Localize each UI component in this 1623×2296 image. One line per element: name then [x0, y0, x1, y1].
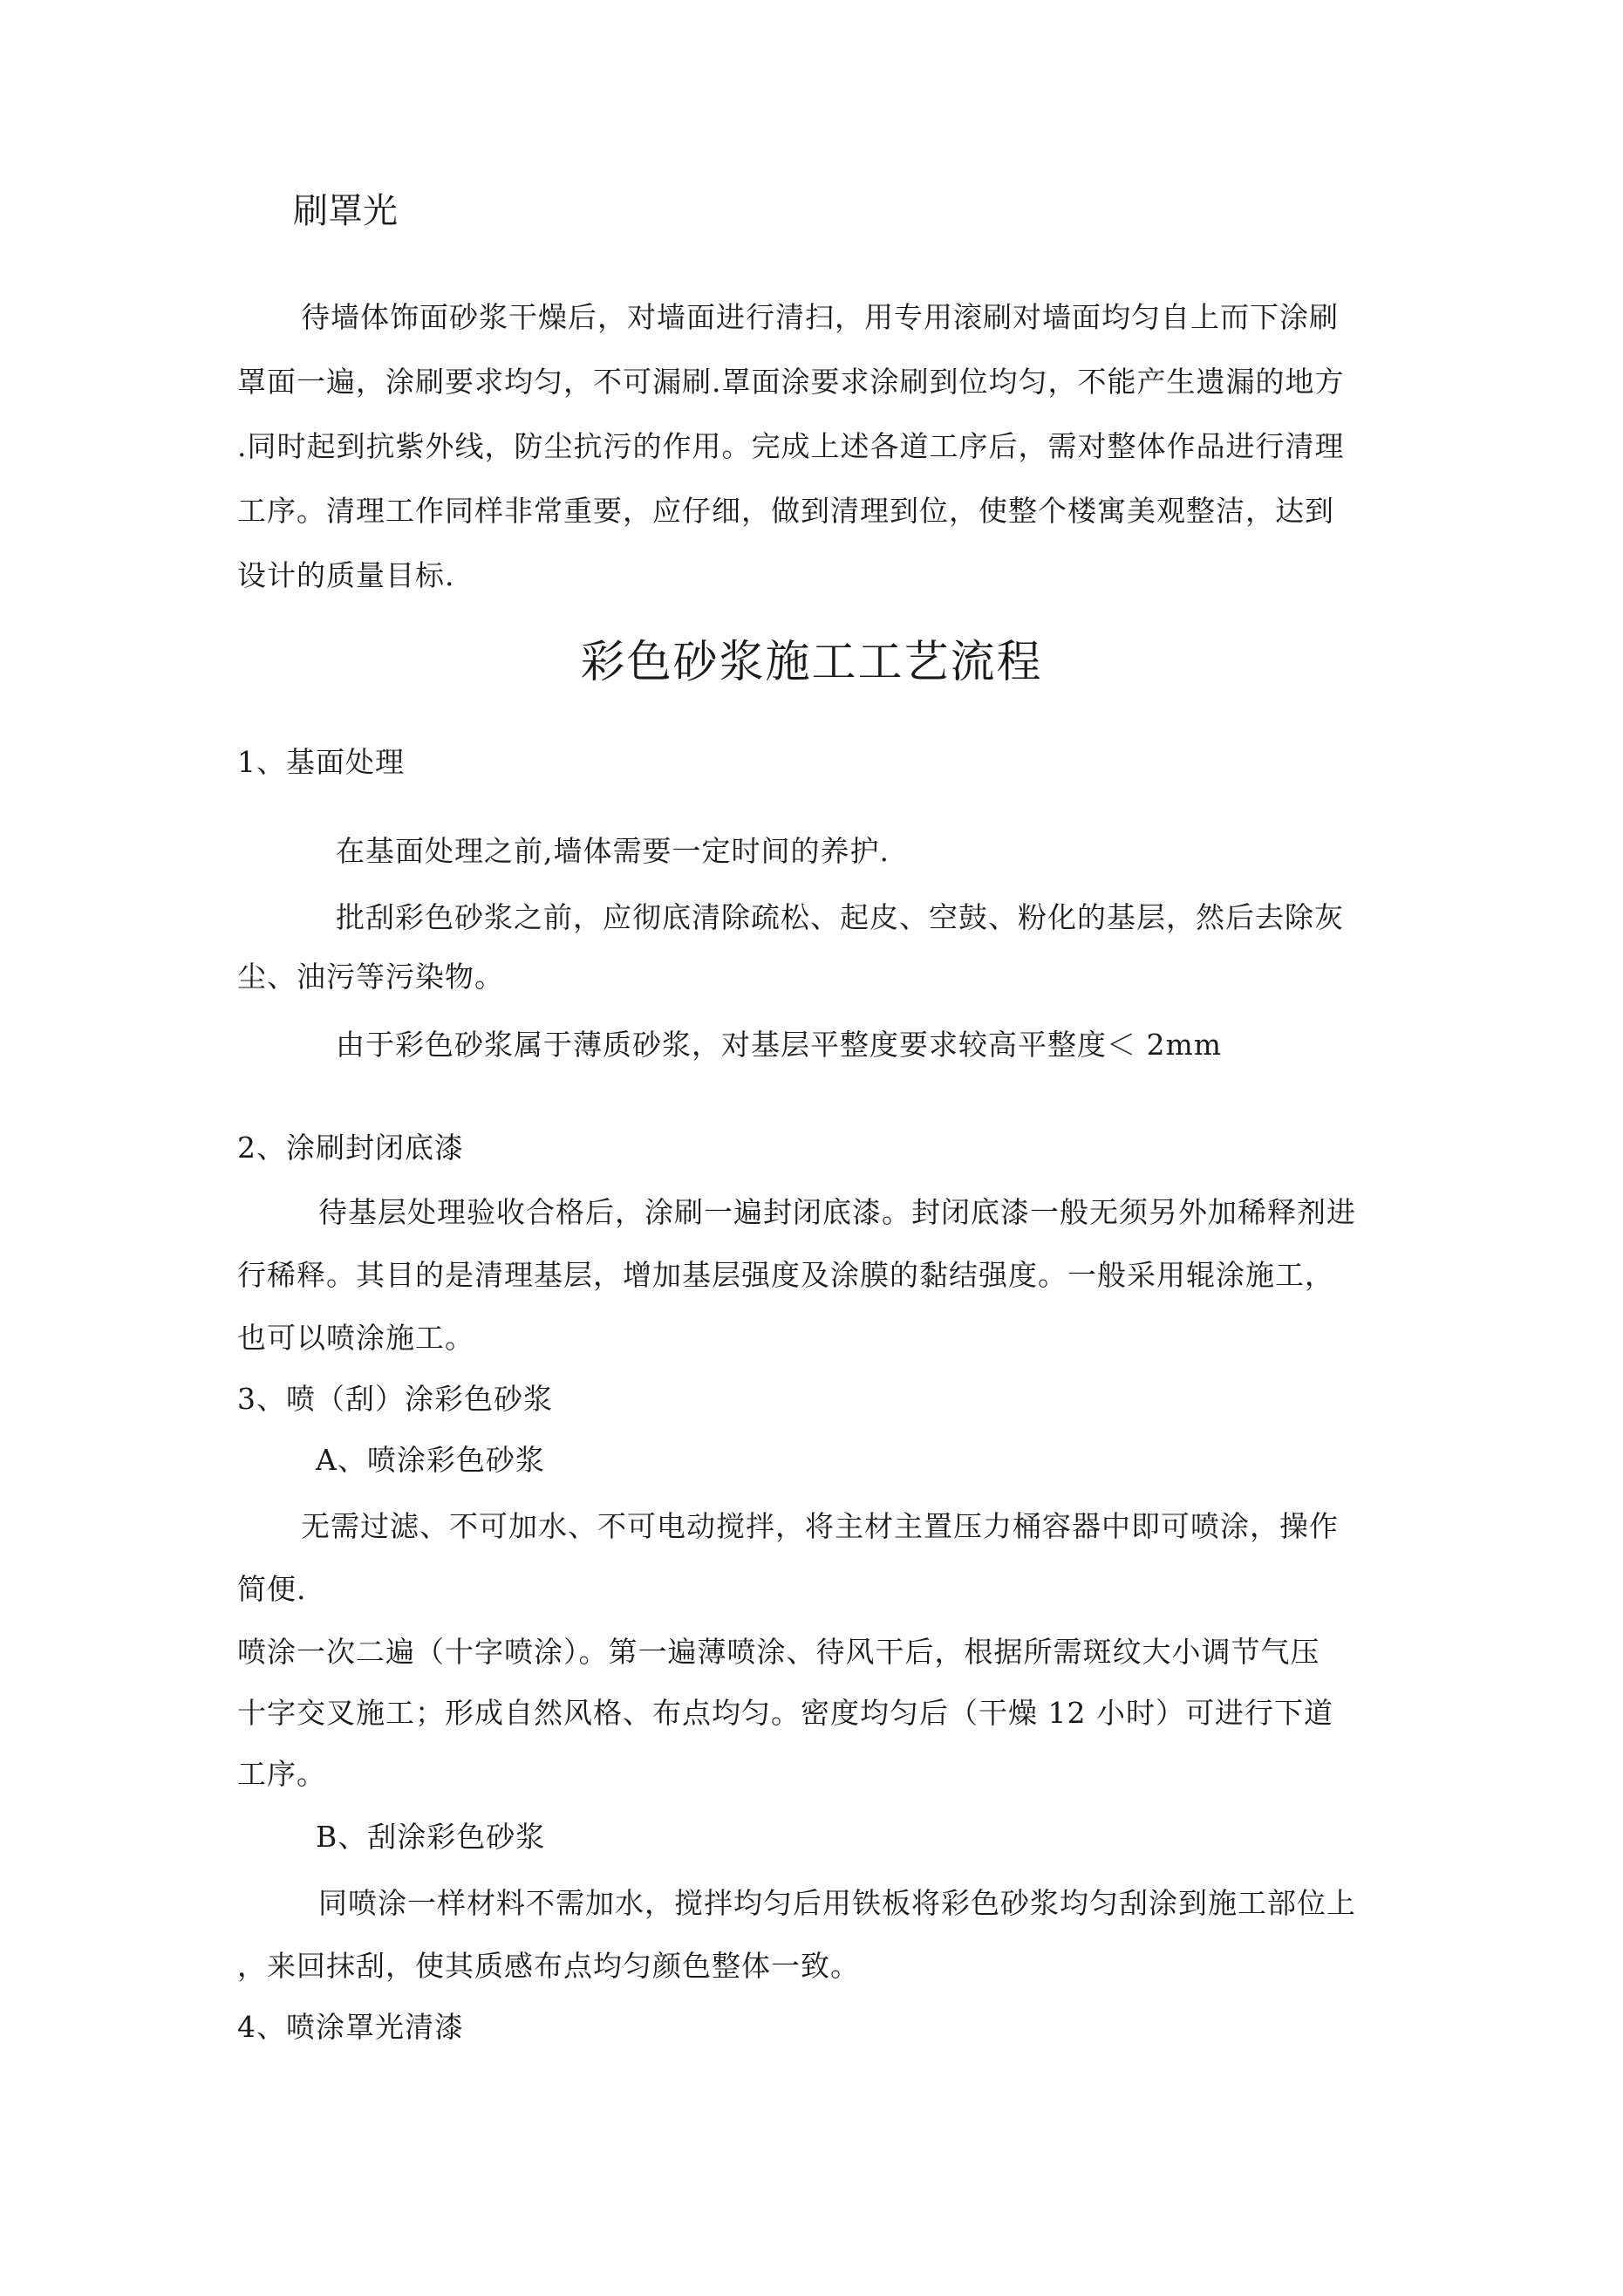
paragraph-line: 无需过滤、不可加水、不可电动搅拌，将主材主置压力桶容器中即可喷涂，操作 — [301, 1509, 1339, 1543]
paragraph-line: 待墙体饰面砂浆干燥后，对墙面进行清扫，用专用滚刷对墙面均匀自上而下涂刷 — [301, 300, 1339, 334]
paragraph-line: 由于彩色砂浆属于薄质砂浆，对基层平整度要求较高平整度＜ 2mm — [336, 1028, 1223, 1062]
section-heading: 刷罩光 — [293, 191, 398, 231]
paragraph-line: 罩面一遍，涂刷要求均匀，不可漏刷.罩面涂要求涂刷到位均匀，不能产生遗漏的地方 — [237, 365, 1345, 399]
paragraph-line: 待基层处理验收合格后，涂刷一遍封闭底漆。封闭底漆一般无须另外加稀释剂进 — [318, 1195, 1356, 1229]
paragraph-line: 喷涂一次二遍（十字喷涂）。第一遍薄喷涂、待风干后，根据所需斑纹大小调节气压 — [237, 1635, 1320, 1669]
paragraph-line: 行稀释。其目的是清理基层，增加基层强度及涂膜的黏结强度。一般采用辊涂施工， — [237, 1258, 1334, 1292]
paragraph-line: 工序。 — [237, 1757, 326, 1791]
step-heading: 4、喷涂罩光清漆 — [237, 2010, 464, 2044]
paragraph-line: 在基面处理之前,墙体需要一定时间的养护. — [336, 834, 890, 868]
paragraph-line: .同时起到抗紫外线，防尘抗污的作用。完成上述各道工序后，需对整体作品进行清理 — [237, 429, 1345, 463]
step-heading: 3、喷（刮）涂彩色砂浆 — [237, 1382, 553, 1416]
paragraph-line: 也可以喷涂施工。 — [237, 1321, 474, 1355]
paragraph-line: 尘、油污等污染物。 — [237, 960, 504, 994]
paragraph-line: 设计的质量目标. — [237, 558, 455, 592]
document-title: 彩色砂浆施工工艺流程 — [580, 637, 1043, 688]
paragraph-line: ，来回抹刮，使其质感布点均匀颜色整体一致。 — [237, 1949, 860, 1983]
paragraph-line: 工序。清理工作同样非常重要，应仔细，做到清理到位，使整个楼寓美观整洁，达到 — [237, 494, 1334, 528]
paragraph-line: 同喷涂一样材料不需加水，搅拌均匀后用铁板将彩色砂浆均匀刮涂到施工部位上 — [318, 1886, 1356, 1920]
step-heading: 1、基面处理 — [237, 745, 405, 779]
paragraph-line: 十字交叉施工；形成自然风格、布点均匀。密度均匀后（干燥 12 小时）可进行下道 — [237, 1696, 1333, 1730]
sub-heading-b: B、刮涂彩色砂浆 — [316, 1820, 546, 1854]
sub-heading-a: A、喷涂彩色砂浆 — [316, 1443, 545, 1477]
paragraph-line: 简便. — [237, 1572, 307, 1606]
paragraph-line: 批刮彩色砂浆之前，应彻底清除疏松、起皮、空鼓、粉化的基层，然后去除灰 — [336, 900, 1344, 934]
step-heading: 2、涂刷封闭底漆 — [237, 1131, 464, 1165]
